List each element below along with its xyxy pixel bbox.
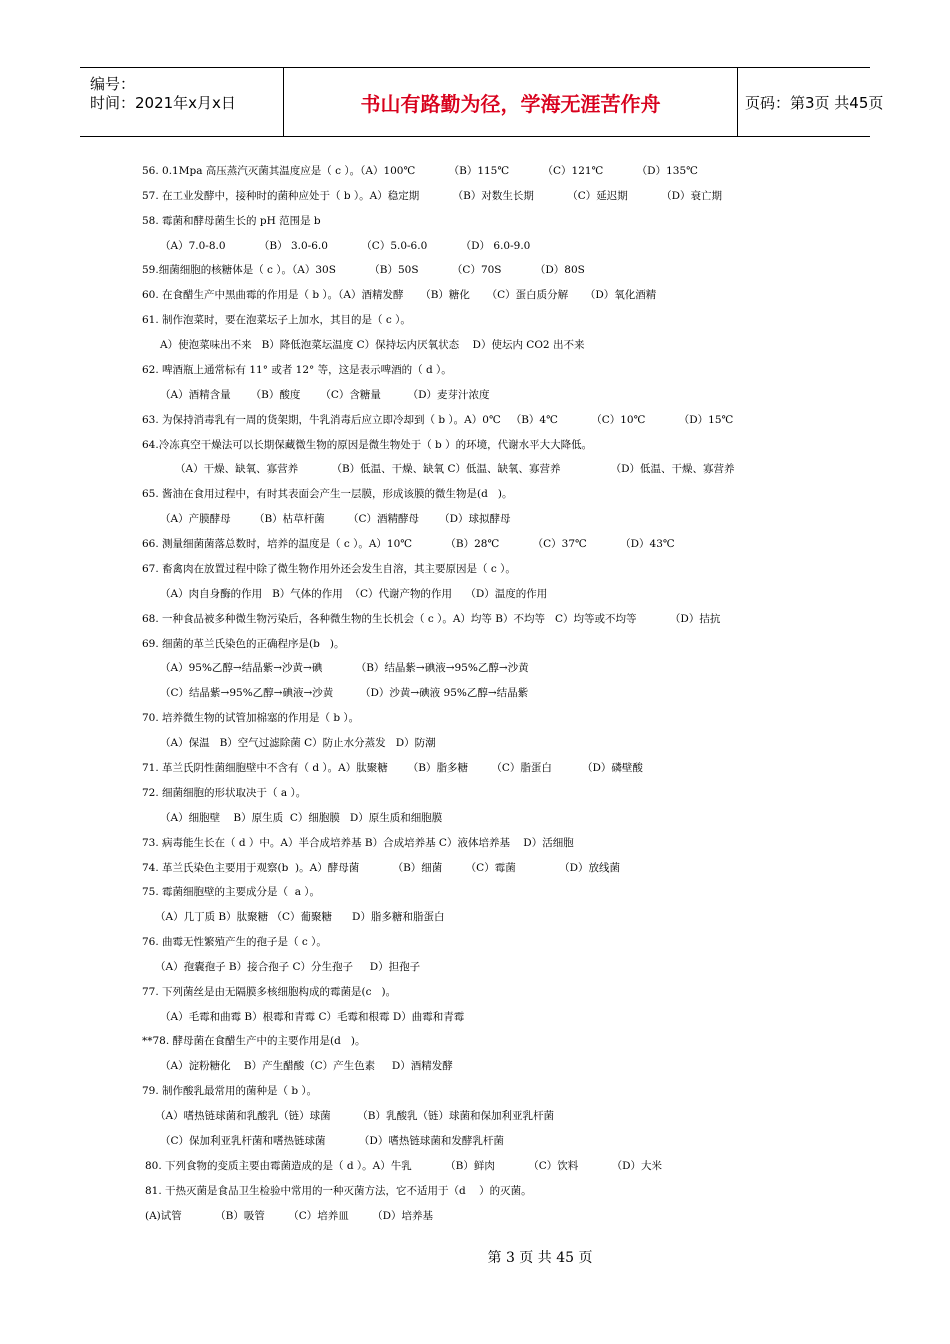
- footer-page-number: 第 3 页 共 45 页: [487, 1250, 593, 1266]
- option-line: （A）酒精含量 （B）酸度 （C）含糖量 （D）麦芽汁浓度: [160, 389, 490, 401]
- option-line: （C）结晶紫→95%乙醇→碘液→沙黄 （D）沙黄→碘液 95%乙醇→结晶紫: [160, 687, 529, 699]
- question-line: 73. 病毒能生长在（ d ）中。A）半合成培养基 B）合成培养基 C）液体培养基 D）活细胞: [142, 837, 574, 849]
- option-line: （A）嗜热链球菌和乳酸乳（链）球菌 （B）乳酸乳（链）球菌和保加利亚乳杆菌: [155, 1110, 554, 1122]
- question-line: 65. 酱油在食用过程中，有时其表面会产生一层膜，形成该膜的微生物是(d )。: [142, 488, 513, 500]
- option-line: （A）毛霉和曲霉 B）根霉和青霉 C）毛霉和根霉 D）曲霉和青霉: [160, 1011, 465, 1023]
- question-line: 76. 曲霉无性繁殖产生的孢子是（ c ）。: [142, 936, 327, 948]
- header-motto-cell: [283, 68, 738, 136]
- question-line: 72. 细菌细胞的形状取决于（ a ）。: [142, 787, 307, 799]
- question-line: 63. 为保持消毒乳有一周的货架期，牛乳消毒后应立即冷却到（ b ）。A）0℃ （B）4℃ （C）10℃ （D）15℃: [142, 414, 734, 426]
- option-line: （A）95%乙醇→结晶紫→沙黄→碘 （B）结晶紫→碘液→95%乙醇→沙黄: [160, 662, 529, 674]
- option-line: （A）干燥、缺氧、寡营养 （B）低温、干燥、缺氧 C）低温、缺氧、寡营养 （D）低温、干燥、寡营养: [175, 463, 735, 475]
- header-page-number: 页码：第3页 共45页: [745, 94, 884, 112]
- question-line: 69. 细菌的革兰氏染色的正确程序是(b )。: [142, 638, 345, 650]
- question-line: 62. 啤酒瓶上通常标有 11° 或者 12° 等，这是表示啤酒的（ d ）。: [142, 364, 452, 376]
- option-line: A）使泡菜味出不来 B）降低泡菜坛温度 C）保持坛内厌氧状态 D）使坛内 CO2 出不来: [160, 339, 585, 351]
- question-line: 81. 干热灭菌是食品卫生检验中常用的一种灭菌方法，它不适用于（d ）的灭菌。: [145, 1185, 532, 1197]
- question-line: 67. 畜禽肉在放置过程中除了微生物作用外还会发生自溶，其主要原因是（ c ）。: [142, 563, 516, 575]
- question-line: 56. 0.1Mpa 高压蒸汽灭菌其温度应是（ c ）。（A）100℃ （B）115℃ （C）121℃ （D）135℃: [142, 165, 698, 177]
- question-line: 71. 革兰氏阴性菌细胞壁中不含有（ d ）。A）肽聚糖 （B）脂多糖 （C）脂蛋白 （D）磷壁酸: [142, 762, 643, 774]
- header-page-cell: [737, 68, 884, 136]
- option-line: （A）淀粉糖化 B）产生醋酸（C）产生色素 D）酒精发酵: [160, 1060, 453, 1072]
- question-line: 74. 革兰氏染色主要用于观察(b )。A）酵母菌 （B）细菌 （C）霉菌 （D）放线菌: [142, 862, 621, 874]
- option-line: （A）孢囊孢子 B）接合孢子 C）分生孢子 D）担孢子: [155, 961, 421, 973]
- option-line: (A)试管 （B）吸管 （C）培养皿 （D）培养基: [145, 1210, 434, 1222]
- number-label: 编号：: [90, 75, 136, 93]
- question-line: 57. 在工业发酵中，接种时的菌种应处于（ b ）。A）稳定期 （B）对数生长期 （C）延迟期 （D）衰亡期: [142, 190, 723, 202]
- question-line: **78. 酵母菌在食醋生产中的主要作用是(d )。: [142, 1035, 366, 1047]
- time-label: 时间：2021年x月x日: [90, 94, 236, 112]
- question-line: 75. 霉菌细胞壁的主要成分是（ a ）。: [142, 886, 321, 898]
- option-line: （A）肉自身酶的作用 B）气体的作用 （C）代谢产物的作用 （D）温度的作用: [160, 588, 548, 600]
- option-line: （A）7.0-8.0 （B） 3.0-6.0 （C）5.0-6.0 （D） 6.0-9.0: [160, 240, 531, 252]
- question-line: 61. 制作泡菜时，要在泡菜坛子上加水，其目的是（ c ）。: [142, 314, 411, 326]
- page-header: [80, 67, 884, 137]
- question-line: 59.细菌细胞的核糖体是（ c ）。（A）30S （B）50S （C）70S （D）80S: [142, 264, 585, 276]
- question-line: 66. 测量细菌菌落总数时，培养的温度是（ c ）。A）10℃ （B）28℃ （C）37℃ （D）43℃: [142, 538, 675, 550]
- option-line: （A）产膜酵母 （B）枯草杆菌 （C）酒精酵母 （D）球拟酵母: [160, 513, 511, 525]
- header-meta: [80, 68, 283, 136]
- question-line: 64.冷冻真空干燥法可以长期保藏微生物的原因是微生物处于（ b ）的环境，代谢水平大大降低。: [142, 439, 593, 451]
- option-line: （C）保加利亚乳杆菌和嗜热链球菌 （D）嗜热链球菌和发酵乳杆菌: [160, 1135, 504, 1147]
- question-line: 68. 一种食品被多种微生物污染后，各种微生物的生长机会（ c ）。A）均等 B）不均等 C）均等或不均等 （D）拮抗: [142, 613, 721, 625]
- motto-text: 书山有路勤为径，学海无涯苦作舟: [360, 92, 661, 116]
- page-footer: [0, 1247, 950, 1267]
- question-line: 80. 下列食物的变质主要由霉菌造成的是（ d ）。A）牛乳 （B）鲜肉 （C）饮料 （D）大米: [145, 1160, 663, 1172]
- option-line: （A）细胞壁 B）原生质 C）细胞膜 D）原生质和细胞膜: [160, 812, 443, 824]
- question-line: 77. 下列菌丝是由无隔膜多核细胞构成的霉菌是(c )。: [142, 986, 397, 998]
- question-line: 58. 霉菌和酵母菌生长的 pH 范围是 b: [142, 215, 321, 227]
- question-line: 79. 制作酸乳最常用的菌种是（ b ）。: [142, 1085, 318, 1097]
- question-line: 70. 培养微生物的试管加棉塞的作用是（ b ）。: [142, 712, 360, 724]
- option-line: （A）几丁质 B）肽聚糖 （C）葡聚糖 D）脂多糖和脂蛋白: [155, 911, 445, 923]
- option-line: （A）保温 B）空气过滤除菌 C）防止水分蒸发 D）防潮: [160, 737, 436, 749]
- question-line: 60. 在食醋生产中黑曲霉的作用是（ b ）。（A）酒精发酵 （B）糖化 （C）蛋白质分解 （D）氧化酒精: [142, 289, 657, 301]
